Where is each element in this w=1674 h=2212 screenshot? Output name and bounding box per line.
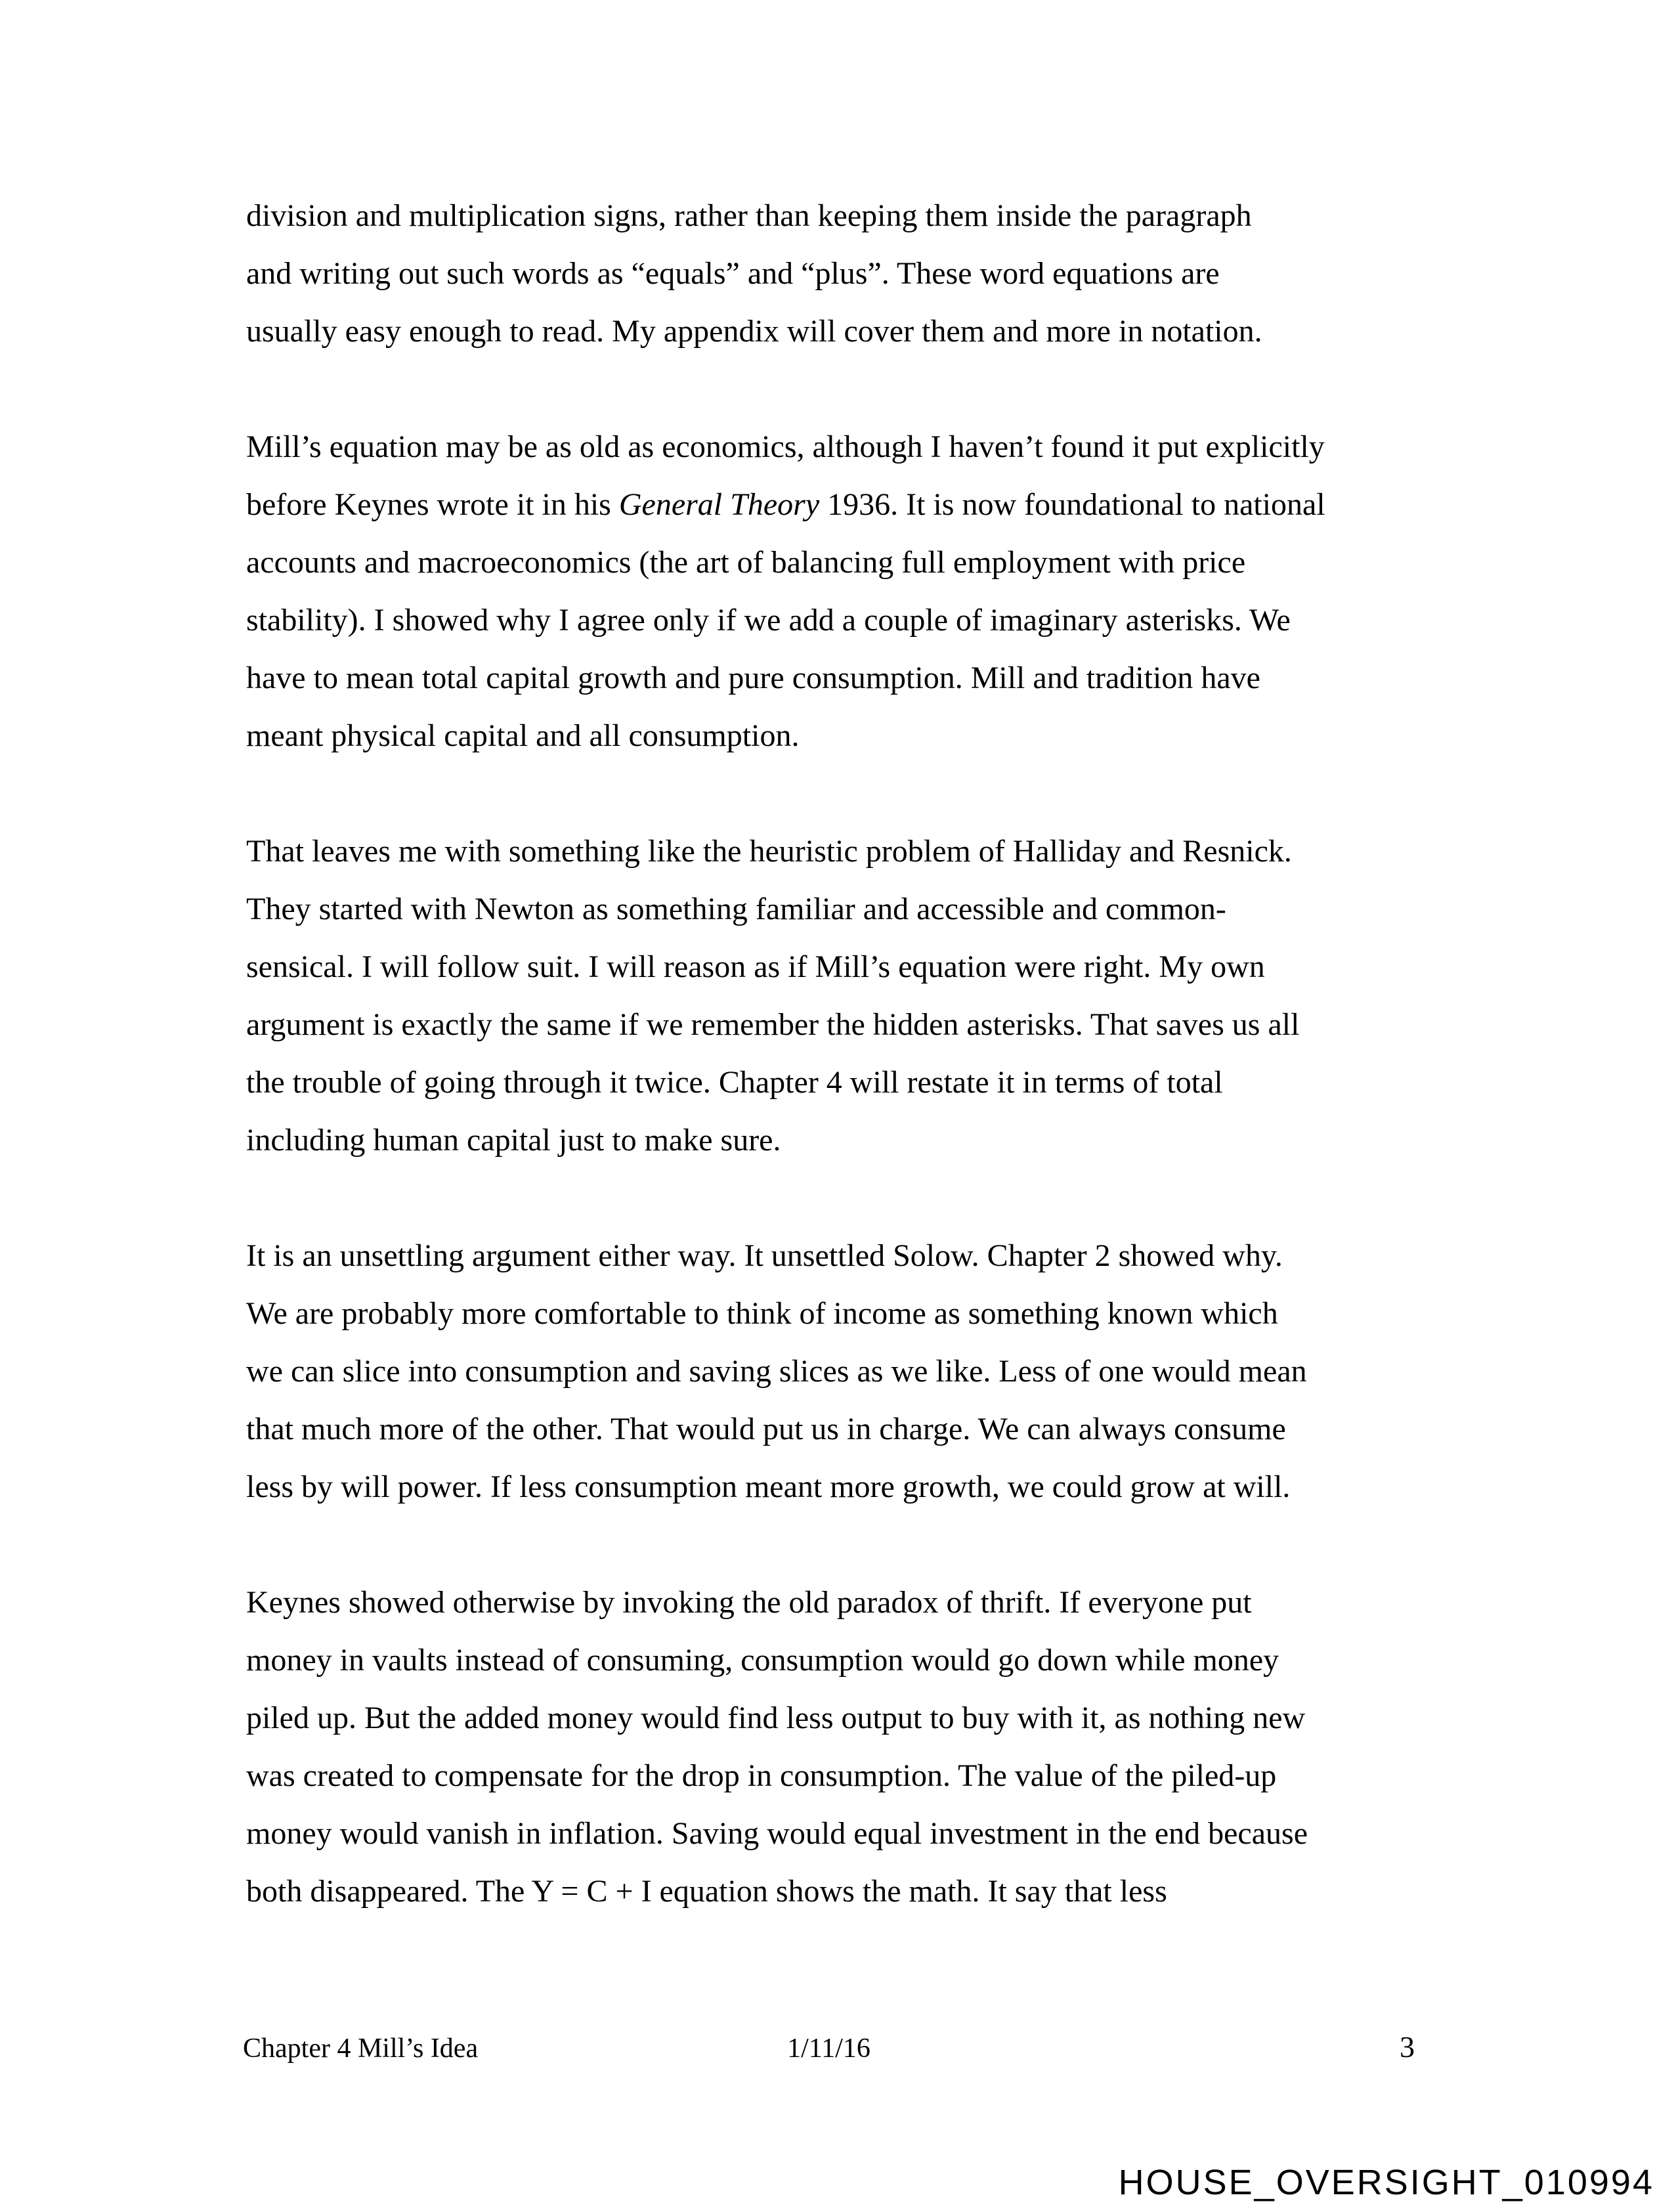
- text-line: Mill’s equation may be as old as economics, although I haven’t found it put explicitly: [246, 429, 1325, 464]
- text-line: argument is exactly the same if we remember the hidden asterisks. That saves us all: [246, 1007, 1300, 1042]
- text-line: that much more of the other. That would put us in charge. We can always consume: [246, 1412, 1286, 1446]
- paragraph: [246, 418, 1325, 765]
- page-footer: [243, 2031, 1415, 2065]
- text-line: we can slice into consumption and saving slices as we like. Less of one would mean: [246, 1354, 1307, 1389]
- footer-page-number: 3: [1400, 2030, 1415, 2064]
- footer-date: 1/11/16: [787, 2033, 870, 2064]
- text-line: was created to compensate for the drop in consumption. The value of the piled-up: [246, 1758, 1277, 1793]
- text-line: both disappeared. The Y = C + I equation shows the math. It say that less: [246, 1874, 1167, 1909]
- text-line: meant physical capital and all consumption.: [246, 718, 800, 753]
- text-line: and writing out such words as “equals” and “plus”. These word equations are: [246, 256, 1220, 291]
- text-line: sensical. I will follow suit. I will reason as if Mill’s equation were right. My own: [246, 949, 1265, 984]
- text-line: That leaves me with something like the heuristic problem of Halliday and Resnick.: [246, 834, 1292, 869]
- text-line: It is an unsettling argument either way. It unsettled Solow. Chapter 2 showed why.: [246, 1238, 1283, 1273]
- text-line: They started with Newton as something familiar and accessible and common-: [246, 892, 1226, 926]
- paragraph: [246, 187, 1325, 360]
- text-line: accounts and macroeconomics (the art of balancing full employment with price: [246, 545, 1246, 580]
- text-line: money would vanish in inflation. Saving would equal investment in the end because: [246, 1816, 1308, 1851]
- paragraph: [246, 1574, 1325, 1920]
- text-line: piled up. But the added money would find less output to buy with it, as nothing new: [246, 1701, 1306, 1735]
- text-line: money in vaults instead of consuming, consumption would go down while money: [246, 1643, 1279, 1678]
- text-line: usually easy enough to read. My appendix will cover them and more in notation.: [246, 314, 1262, 349]
- body-text: [246, 187, 1325, 1920]
- text-line: have to mean total capital growth and pure consumption. Mill and tradition have: [246, 661, 1260, 695]
- text-line: before Keynes wrote it in his General Theory 1936. It is now foundational to national: [246, 487, 1325, 522]
- text-line: less by will power. If less consumption meant more growth, we could grow at will.: [246, 1469, 1291, 1504]
- paragraph: [246, 1227, 1325, 1516]
- text-line: Keynes showed otherwise by invoking the old paradox of thrift. If everyone put: [246, 1585, 1252, 1620]
- text-line: division and multiplication signs, rather than keeping them inside the paragraph: [246, 198, 1252, 233]
- text-line: We are probably more comfortable to think of income as something known which: [246, 1296, 1278, 1331]
- text-line: stability). I showed why I agree only if we add a couple of imaginary asterisks. We: [246, 603, 1291, 638]
- footer-chapter-title: Chapter 4 Mill’s Idea: [243, 2033, 479, 2064]
- bates-stamp: HOUSE_OVERSIGHT_010994: [1118, 2163, 1654, 2202]
- text-line: the trouble of going through it twice. Chapter 4 will restate it in terms of total: [246, 1065, 1223, 1100]
- paragraph: [246, 823, 1325, 1169]
- text-line: including human capital just to make sure.: [246, 1123, 781, 1158]
